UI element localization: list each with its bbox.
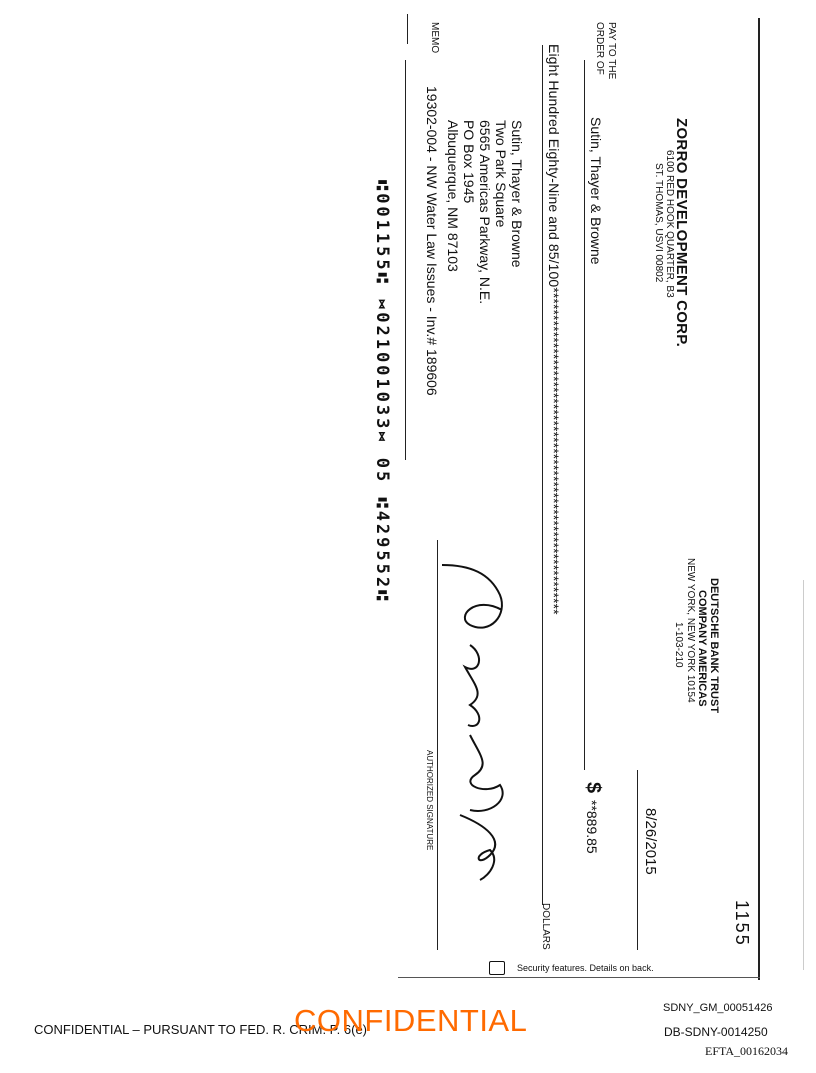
bates-number-db-sdny: DB-SDNY-0014250 bbox=[664, 1025, 768, 1039]
security-note: Security features. Details on back. bbox=[517, 963, 654, 973]
bank-routing-fraction: 1-103-210 bbox=[673, 622, 684, 668]
amount-in-words: Eight Hundred Eighty-Nine and 85/100*********************************************************** bbox=[546, 44, 562, 615]
company-name: ZORRO DEVELOPMENT CORP. bbox=[673, 118, 690, 348]
dollars-label: DOLLARS bbox=[540, 903, 551, 950]
company-address-line-2: ST. THOMAS, USVI 00802 bbox=[653, 163, 664, 283]
company-address-line-1: 6100 RED HOOK QUARTER, B3 bbox=[664, 150, 675, 298]
payee-name: Sutin, Thayer & Browne bbox=[588, 117, 604, 265]
payee-address-line-2: Two Park Square bbox=[493, 120, 509, 228]
lock-icon bbox=[489, 961, 505, 975]
footer-confidential-notice: CONFIDENTIAL – PURSUANT TO FED. R. CRIM. P. 6(e) bbox=[34, 1022, 368, 1037]
check-bottom-edge bbox=[398, 977, 760, 978]
bank-address: NEW YORK, NEW YORK 10154 bbox=[685, 558, 696, 703]
check-date: 8/26/2015 bbox=[642, 808, 659, 875]
date-line bbox=[637, 770, 638, 950]
bates-number-sdny-gm: SDNY_GM_00051426 bbox=[663, 1002, 773, 1014]
memo-label: MEMO bbox=[429, 22, 440, 54]
order-of-label: ORDER OF bbox=[594, 22, 605, 75]
check-left-edge bbox=[407, 14, 408, 44]
pay-to-label: PAY TO THE bbox=[606, 22, 617, 80]
confidential-stamp: CONFIDENTIAL bbox=[294, 1003, 528, 1038]
bank-name-line-2: COMPANY AMERICAS bbox=[696, 590, 708, 707]
efta-number: EFTA_00162034 bbox=[705, 1044, 789, 1058]
check-number: 1155 bbox=[732, 900, 752, 947]
amount-numeric: **889.85 bbox=[584, 800, 600, 854]
bank-name-line-1: DEUTSCHE BANK TRUST bbox=[708, 578, 720, 714]
payee-address-line-4: PO Box 1945 bbox=[461, 120, 477, 204]
payee-address-line-1: Sutin, Thayer & Browne bbox=[509, 120, 525, 268]
amount-words-line bbox=[542, 45, 543, 905]
memo-text: 19302-004 - NW Water Law Issues - Inv.# 189606 bbox=[424, 86, 440, 396]
micr-line: ⑆001155⑆ ⑅021001033⑅ 05 ⑆429552⑆ bbox=[372, 180, 392, 604]
check-top-edge bbox=[758, 18, 760, 980]
payee-address-line-5: Albuquerque, NM 87103 bbox=[445, 120, 461, 272]
payee-line bbox=[584, 60, 585, 770]
scan-edge bbox=[803, 580, 804, 970]
dollar-sign: $ bbox=[582, 782, 604, 794]
memo-line bbox=[405, 60, 406, 460]
signature-image bbox=[430, 555, 520, 885]
payee-address-line-3: 6565 Americas Parkway, N.E. bbox=[477, 120, 493, 305]
authorized-signature-label: AUTHORIZED SIGNATURE bbox=[425, 750, 434, 851]
